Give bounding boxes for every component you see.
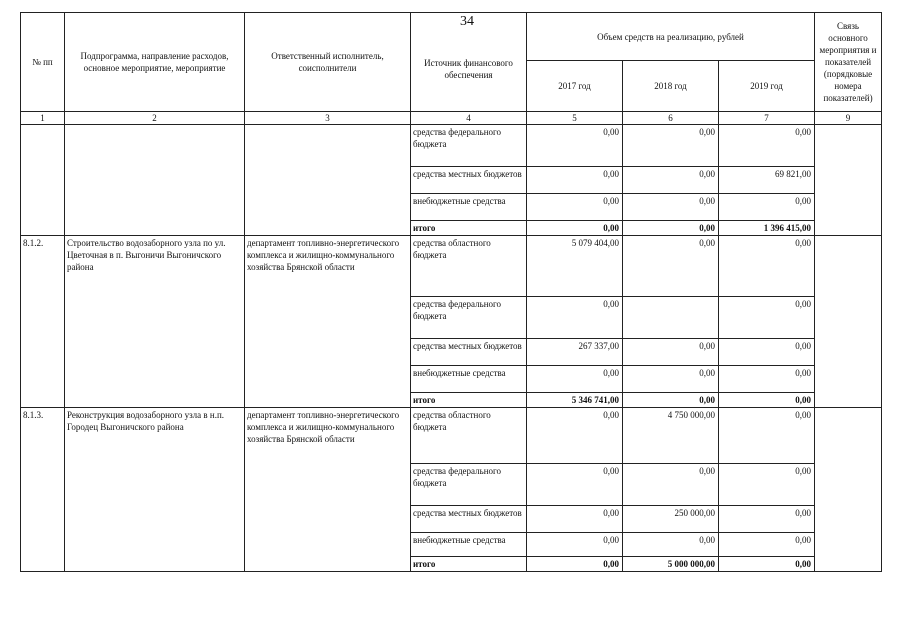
value-2017: 0,00 [527,464,623,506]
value-2017: 267 337,00 [527,339,623,366]
source-cell: средства федерального бюджета [411,464,527,506]
index-cell: 9 [815,112,882,125]
value-2019: 0,00 [719,236,815,297]
col-2018-header: 2018 год [623,61,719,112]
page-number: 34 [460,14,474,29]
source-cell: средства местных бюджетов [411,167,527,194]
source-cell: внебюджетные средства [411,194,527,221]
item-program: Реконструкция водозаборного узла в н.п. Городец Выгоничского района [65,408,245,572]
col-responsible-header: Ответственный исполнитель, соисполнители [245,13,411,112]
source-cell: средства федерального бюджета [411,125,527,167]
value-2017: 0,00 [527,557,623,572]
source-cell: внебюджетные средства [411,533,527,557]
index-cell: 6 [623,112,719,125]
index-cell: 7 [719,112,815,125]
index-cell: 5 [527,112,623,125]
value-2019: 0,00 [719,533,815,557]
value-2019: 0,00 [719,557,815,572]
col-program-header: Подпрограмма, направление расходов, основное мероприятие, мероприятие [65,13,245,112]
value-2019: 0,00 [719,506,815,533]
link-cell [815,125,882,236]
value-2017: 5 079 404,00 [527,236,623,297]
value-2017: 0,00 [527,194,623,221]
value-2019: 0,00 [719,297,815,339]
value-2019: 0,00 [719,366,815,393]
value-2017: 0,00 [527,297,623,339]
cont-num-cell [21,125,65,236]
value-2018: 5 000 000,00 [623,557,719,572]
table-row [21,408,882,464]
value-2018: 0,00 [623,464,719,506]
value-2019: 0,00 [719,194,815,221]
value-2018: 0,00 [623,393,719,408]
source-cell: средства областного бюджета [411,236,527,297]
index-cell: 4 [411,112,527,125]
source-cell: средства федерального бюджета [411,297,527,339]
header-row [21,13,882,61]
value-2018: 0,00 [623,339,719,366]
index-cell: 2 [65,112,245,125]
cont-program-cell [65,125,245,236]
table-row [21,236,882,297]
link-cell [815,408,882,572]
item-responsible: департамент топливно-энергетического комплекса и жилищно-коммунального хозяйства Брянской области [245,236,411,408]
col-2019-header: 2019 год [719,61,815,112]
index-cell: 3 [245,112,411,125]
value-2018 [623,297,719,339]
index-row [21,112,882,125]
col-volume-header: Объем средств на реализацию, рублей [527,13,815,61]
item-number: 8.1.3. [21,408,65,572]
value-2018: 4 750 000,00 [623,408,719,464]
value-2017: 0,00 [527,506,623,533]
value-2019: 1 396 415,00 [719,221,815,236]
source-cell: средства местных бюджетов [411,339,527,366]
value-2018: 0,00 [623,366,719,393]
item-program: Строительство водозаборного узла по ул. Цветочная в п. Выгоничи Выгоничского района [65,236,245,408]
value-2017: 5 346 741,00 [527,393,623,408]
source-cell: средства областного бюджета [411,408,527,464]
value-2017: 0,00 [527,366,623,393]
item-number: 8.1.2. [21,236,65,408]
link-cell [815,236,882,408]
source-cell: итого [411,557,527,572]
col-source-header: Источник финансового обеспечения [411,13,527,112]
value-2019: 0,00 [719,125,815,167]
value-2017: 0,00 [527,221,623,236]
value-2019: 0,00 [719,408,815,464]
value-2018: 0,00 [623,125,719,167]
value-2018: 0,00 [623,167,719,194]
value-2019: 69 821,00 [719,167,815,194]
source-cell: итого [411,221,527,236]
index-cell: 1 [21,112,65,125]
col-link-header: Связь основного мероприятия и показателей (порядковые номера показателей) [815,13,882,112]
value-2019: 0,00 [719,393,815,408]
item-responsible: департамент топливно-энергетического комплекса и жилищно-коммунального хозяйства Брянской области [245,408,411,572]
value-2018: 0,00 [623,533,719,557]
value-2019: 0,00 [719,339,815,366]
value-2017: 0,00 [527,167,623,194]
value-2019: 0,00 [719,464,815,506]
cont-responsible-cell [245,125,411,236]
value-2018: 0,00 [623,236,719,297]
col-num-header: № пп [21,13,65,112]
value-2018: 0,00 [623,194,719,221]
table-row [21,125,882,167]
value-2017: 0,00 [527,408,623,464]
source-cell: средства местных бюджетов [411,506,527,533]
value-2018: 250 000,00 [623,506,719,533]
source-cell: итого [411,393,527,408]
source-cell: внебюджетные средства [411,366,527,393]
value-2017: 0,00 [527,533,623,557]
value-2018: 0,00 [623,221,719,236]
col-2017-header: 2017 год [527,61,623,112]
budget-table [20,12,882,572]
value-2017: 0,00 [527,125,623,167]
